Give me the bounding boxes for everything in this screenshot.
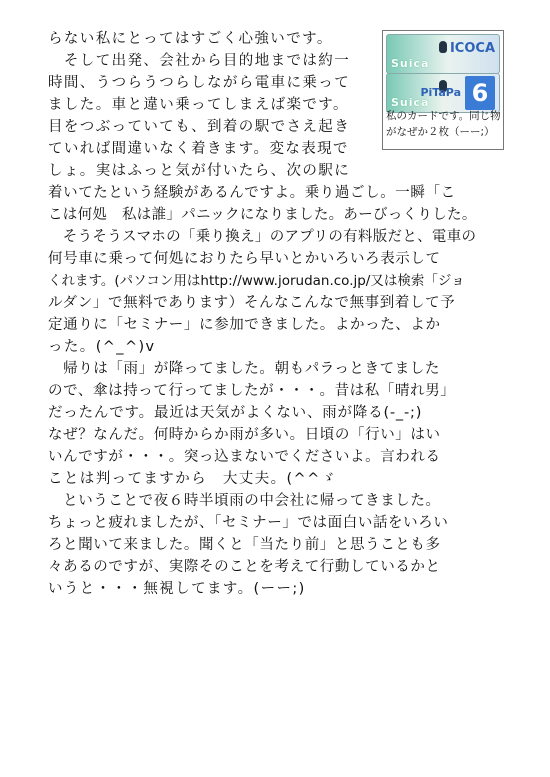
text-line: ことは判ってますから 大丈夫。(^^ゞ [48, 471, 337, 487]
text-line: だったんです。最近は天気がよくない、雨が降る(-_-;) [48, 405, 423, 421]
text-line: くれます。(パソコン用はhttp://www.jorudan.co.jp/又は検索「ジョ [48, 273, 465, 289]
penguin-icon [439, 41, 447, 53]
text-line: 着いてたという経験があるんですよ。乗り過ごし。一瞬「こ [48, 185, 456, 201]
text-line: いうと・・・無視してます。(ーー;) [48, 581, 306, 597]
text-line: ていれば間違いなく着きます。変な表現で [48, 141, 349, 157]
card-pitapa [386, 73, 500, 113]
text-line: 何号車に乗って何処におりたら早いとかいろいろ表示して [48, 251, 441, 267]
pitapa-logo: PiTaPa [420, 86, 461, 99]
caption-line-1: 私のカードです。同じ物 [386, 110, 501, 122]
text-line: った。(^_^)v [48, 339, 156, 355]
text-line: 目をつぶっていても、到着の駅でさえ起き [48, 119, 351, 135]
text-line: そして出発、会社から目的地までは約一 [48, 53, 351, 69]
caption-line-2: がなぜか２枚（ーー;） [386, 126, 495, 138]
card-left-label: Suica [391, 57, 430, 70]
pitapa-6-icon: 6 [465, 76, 495, 110]
text-line: ろと聞いて来ました。聞くと「当たり前」と思うことも多 [48, 537, 441, 553]
text-line: 帰りは「雨」が降ってました。朝もパラっときてました [48, 361, 441, 377]
text-line: いんですが・・・。突っ込まないでくださいよ。言われる [48, 449, 441, 465]
text-line: 々あるのですが、実際そのことを考えて行動しているかと [48, 559, 441, 575]
text-line: らない私にとってはすごく心強いです。 [48, 31, 333, 47]
icoca-logo: ICOCA [449, 41, 495, 56]
text-line: ちょっと疲れましたが、「セミナー」では面白い話をいろい [48, 515, 449, 531]
text-line: ので、傘は持って行ってましたが・・・。昔は私「晴れ男」 [48, 383, 456, 399]
text-line: ました。車と違い乗ってしまえば楽です。 [48, 97, 349, 113]
text-line: ルダン」で無料であります）そんなこんなで無事到着して予 [48, 295, 456, 311]
card-left-label: Suica [391, 96, 430, 109]
text-line: ということで夜６時半頃雨の中会社に帰ってきました。 [48, 493, 441, 509]
text-line: そうそうスマホの「乗り換え」のアプリの有料版だと、電車の [48, 229, 477, 245]
text-line: 時間、うつらうつらしながら電車に乗って [48, 75, 351, 91]
text-line: 定通りに「セミナー」に参加できました。よかった、よか [48, 317, 441, 333]
text-line: なぜ？なんだ。何時からか雨が多い。日頃の「行い」はい [48, 427, 441, 443]
card-icoca [386, 34, 500, 74]
text-line: しょ。実はふっと気が付いたら、次の駅に [48, 163, 351, 179]
photo-caption [386, 108, 501, 140]
text-line: こは何処 私は誰」パニックになりました。あーびっくりした。 [48, 207, 477, 223]
